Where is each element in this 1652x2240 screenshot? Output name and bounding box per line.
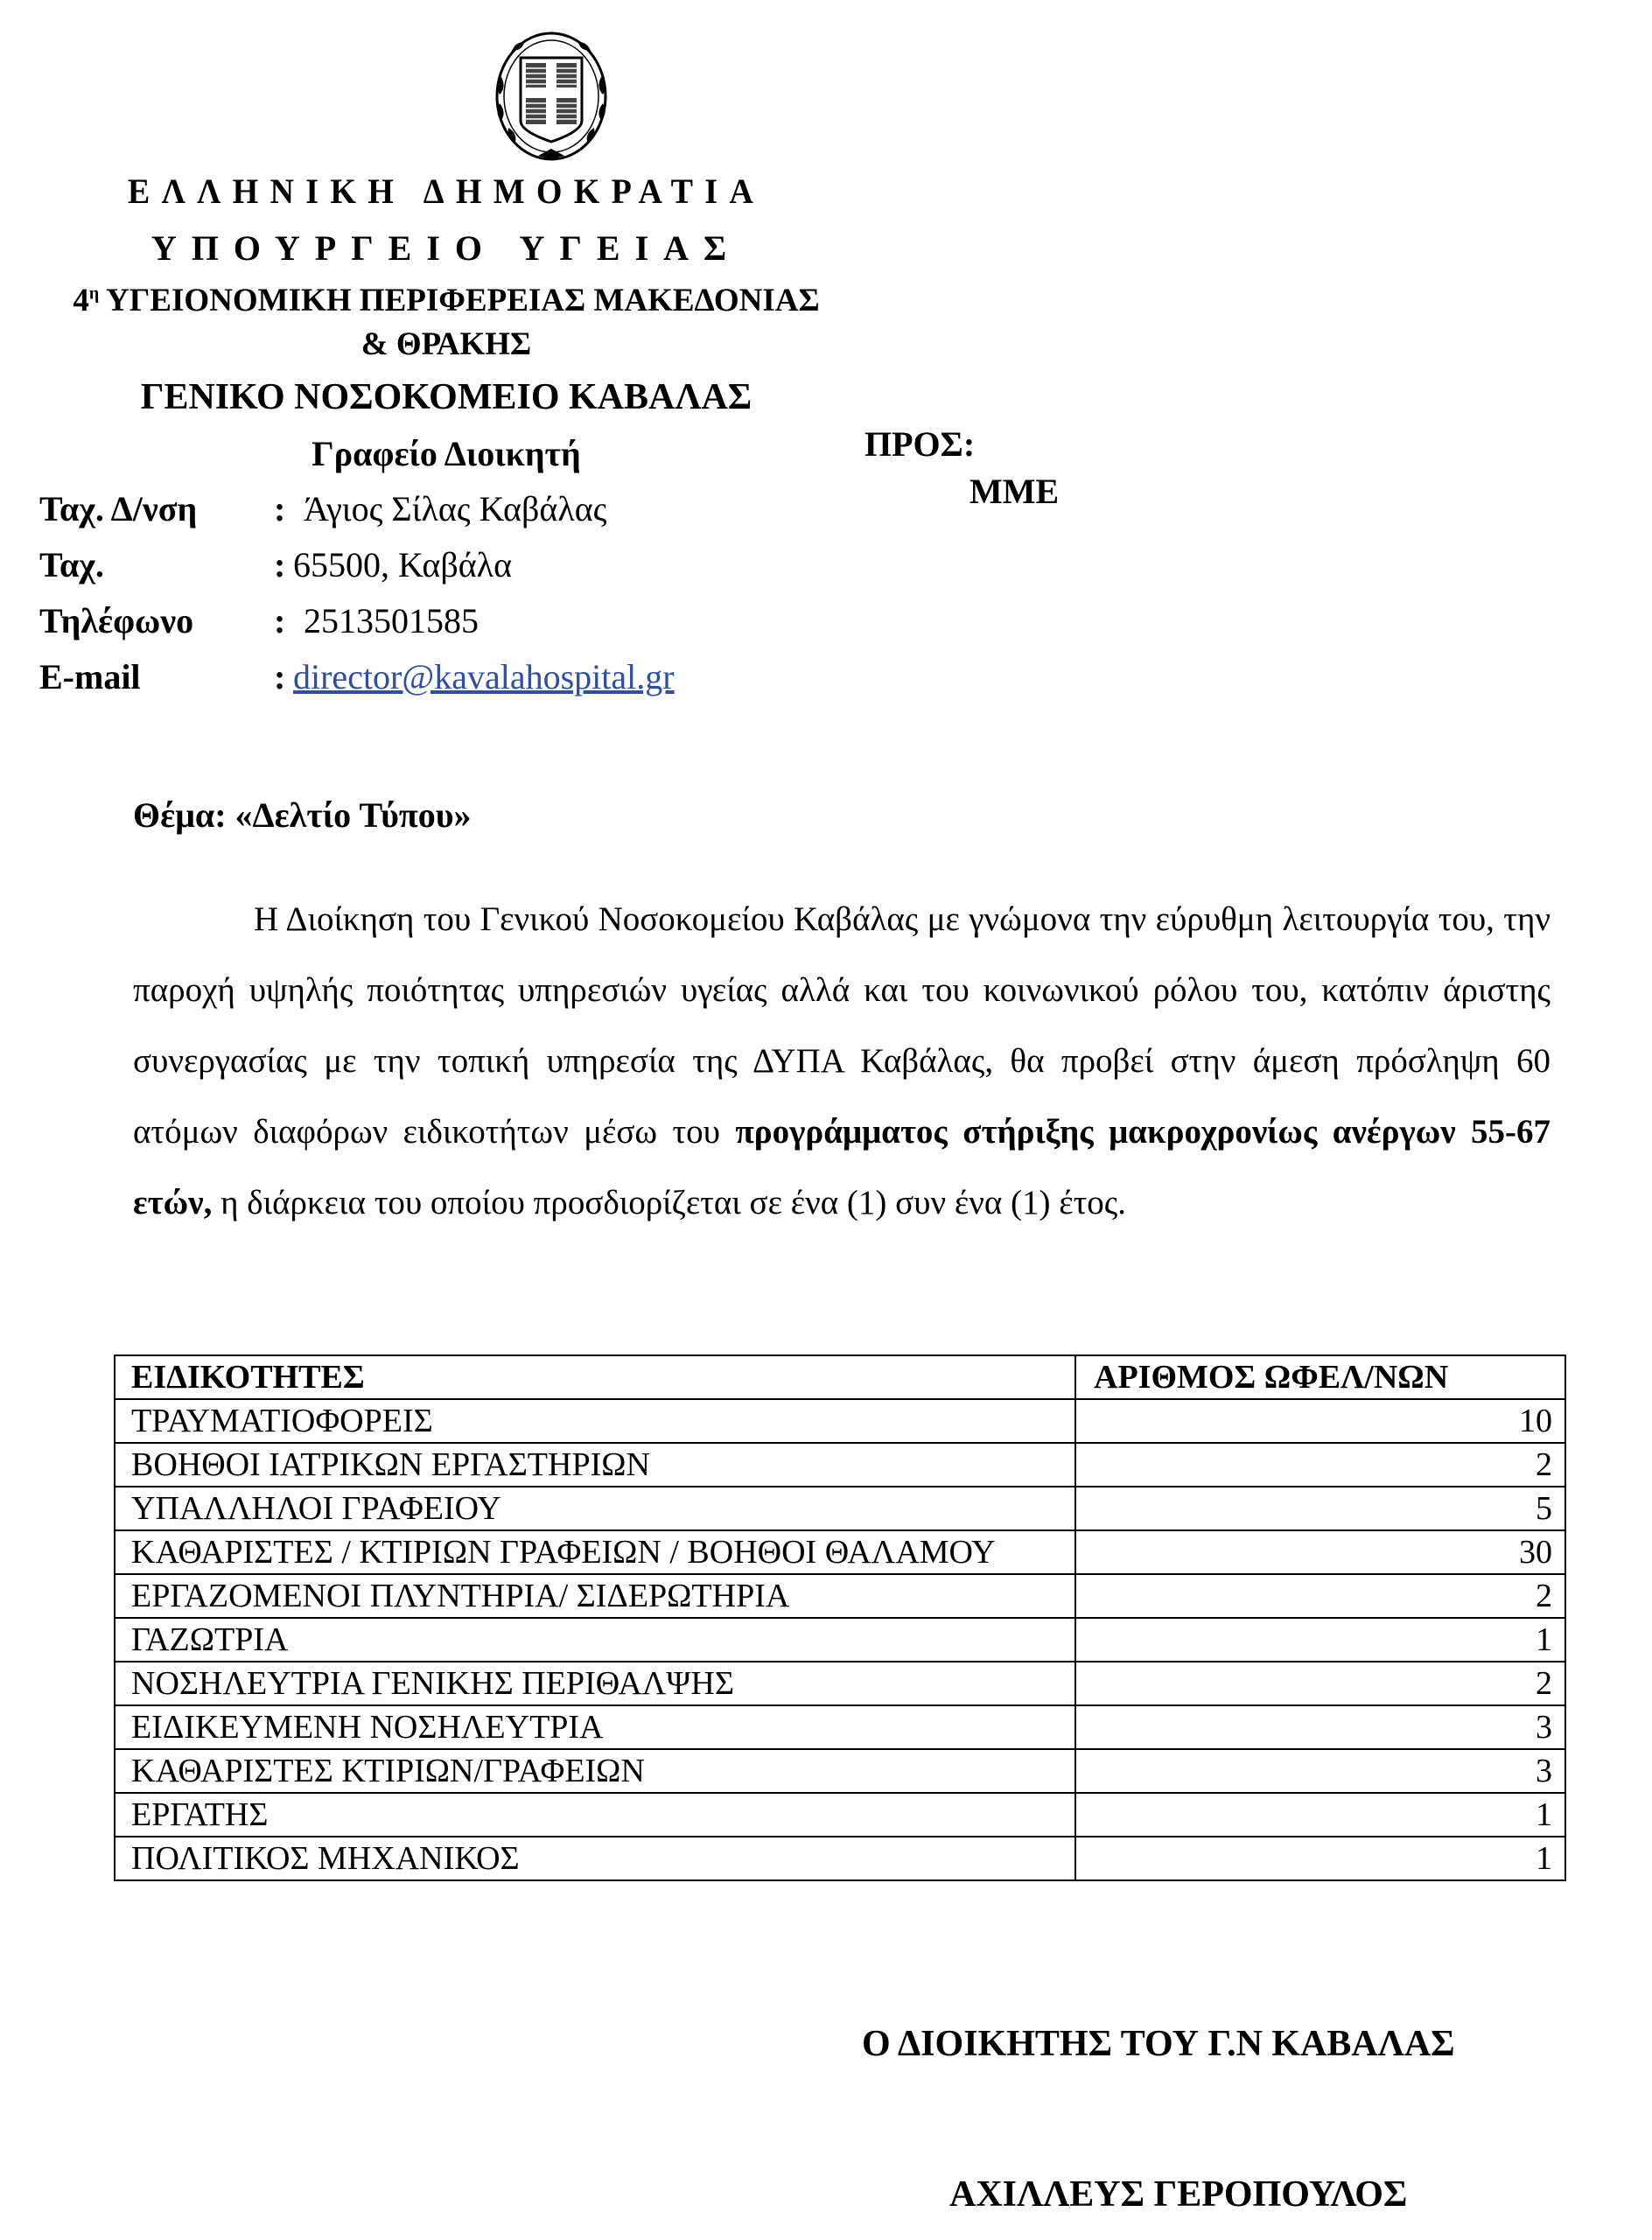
- specialty-cell: ΕΙΔΙΚΕΥΜΕΝΗ ΝΟΣΗΛΕΥΤΡΙΑ: [115, 1705, 1075, 1749]
- specialty-cell: ΕΡΓΑΤΗΣ: [115, 1793, 1075, 1837]
- contact-label: Ταχ.: [39, 545, 104, 584]
- table-row: [115, 1618, 1565, 1662]
- table-row: [115, 1399, 1565, 1443]
- count-cell: 1: [1075, 1837, 1565, 1880]
- region-number: 4: [73, 283, 89, 318]
- table-row: [115, 1662, 1565, 1705]
- subject-line: Θέμα: «Δελτίο Τύπου»: [133, 795, 472, 835]
- contact-value: Άγιος Σίλας Καβάλας: [304, 489, 607, 528]
- specialty-cell: ΒΟΗΘΟΙ ΙΑΤΡΙΚΩΝ ΕΡΓΑΣΤΗΡΙΩΝ: [115, 1443, 1075, 1487]
- signatory-title: Ο ΔΙΟΙΚΗΤΗΣ ΤΟΥ Γ.Ν ΚΑΒΑΛΑΣ: [862, 2024, 1455, 2064]
- table-row: [115, 1837, 1565, 1880]
- column-header-count: ΑΡΙΘΜΟΣ ΩΦΕΛ/ΝΩΝ: [1075, 1355, 1565, 1399]
- contact-separator: :: [274, 601, 286, 640]
- table-row: [115, 1530, 1565, 1574]
- table-header-row: [115, 1355, 1565, 1399]
- region-heading: [44, 282, 849, 319]
- contact-value: 65500, Καβάλα: [293, 545, 513, 584]
- contact-label: Τηλέφωνο: [39, 601, 194, 640]
- contact-separator: :: [274, 489, 286, 528]
- specialty-cell: ΓΑΖΩΤΡΙΑ: [115, 1618, 1075, 1662]
- specialty-cell: ΠΟΛΙΤΙΚΟΣ ΜΗΧΑΝΙΚΟΣ: [115, 1837, 1075, 1880]
- body-paragraph: [133, 884, 1550, 1238]
- body-text-bold: προγράμματος στήριξης μακροχρονίως ανέργων 55-67 ετών,: [133, 1113, 1550, 1222]
- count-cell: 1: [1075, 1618, 1565, 1662]
- table-row: [115, 1793, 1565, 1837]
- table-row: [115, 1705, 1565, 1749]
- contact-separator: :: [274, 657, 286, 696]
- table-row: [115, 1487, 1565, 1530]
- specialty-cell: ΥΠΑΛΛΗΛΟΙ ΓΡΑΦΕΙΟΥ: [115, 1487, 1075, 1530]
- signatory-name: ΑΧΙΛΛΕΥΣ ΓΕΡΟΠΟΥΛΟΣ: [949, 2174, 1408, 2215]
- count-cell: 2: [1075, 1443, 1565, 1487]
- table-row: [115, 1749, 1565, 1793]
- table-row: [115, 1574, 1565, 1618]
- contact-label: E-mail: [39, 657, 141, 696]
- contact-value: 2513501585: [304, 601, 479, 640]
- country-heading: ΕΛΛΗΝΙΚΗ ΔΗΜΟΚΡΑΤΙΑ: [127, 172, 766, 211]
- table-row: [115, 1443, 1565, 1487]
- specialty-cell: ΤΡΑΥΜΑΤΙΟΦΟΡΕΙΣ: [115, 1399, 1075, 1443]
- recipient-label: ΠΡΟΣ:: [864, 424, 976, 464]
- email-link[interactable]: director@kavalahospital.gr: [293, 657, 675, 696]
- count-cell: 2: [1075, 1574, 1565, 1618]
- specialty-cell: ΚΑΘΑΡΙΣΤΕΣ / ΚΤΙΡΙΩΝ ΓΡΑΦΕΙΩΝ / ΒΟΗΘΟΙ ΘΑΛΑΜΟΥ: [115, 1530, 1075, 1574]
- specialty-cell: ΚΑΘΑΡΙΣΤΕΣ ΚΤΙΡΙΩΝ/ΓΡΑΦΕΙΩΝ: [115, 1749, 1075, 1793]
- count-cell: 3: [1075, 1705, 1565, 1749]
- region-heading-line2: & ΘΡΑΚΗΣ: [360, 326, 532, 362]
- recipient-value: ΜΜΕ: [970, 472, 1060, 511]
- count-cell: 30: [1075, 1530, 1565, 1574]
- contact-label: Ταχ. Δ/νση: [39, 489, 198, 528]
- column-header-specialty: ΕΙΔΙΚΟΤΗΤΕΣ: [115, 1355, 1075, 1399]
- office-heading: Γραφείο Διοικητή: [312, 434, 581, 473]
- hospital-heading: ΓΕΝΙΚΟ ΝΟΣΟΚΟΜΕΙΟ ΚΑΒΑΛΑΣ: [140, 377, 752, 417]
- specialties-table: [114, 1354, 1566, 1881]
- count-cell: 10: [1075, 1399, 1565, 1443]
- count-cell: 1: [1075, 1793, 1565, 1837]
- specialty-cell: ΝΟΣΗΛΕΥΤΡΙΑ ΓΕΝΙΚΗΣ ΠΕΡΙΘΑΛΨΗΣ: [115, 1662, 1075, 1705]
- body-text-part1: Η Διοίκηση του Γενικού Νοσοκομείου Καβάλας με γνώμονα την εύρυθμη λειτουργία του, την παροχή υψηλής ποιότητας υπηρεσιών υγείας αλλά και του κοινωνικού ρόλου του, κατόπιν άριστης συνεργασίας με την τοπική υπηρεσία της ΔΥΠΑ Καβάλας, θα προβεί στην άμεση πρόσληψη 60 ατόμων διαφόρων ειδικοτήτων μέσω του: [133, 900, 1550, 1151]
- ministry-heading: ΥΠΟΥΡΓΕΙΟ ΥΓΕΙΑΣ: [150, 228, 742, 268]
- body-text-part2: η διάρκεια του οποίου προσδιορίζεται σε ένα (1) συν ένα (1) έτος.: [212, 1184, 1126, 1222]
- region-ordinal-suffix: η: [88, 284, 100, 304]
- region-name: ΥΓΕΙΟΝΟΜΙΚΗ ΠΕΡΙΦΕΡΕΙΑΣ ΜΑΚΕΔΟΝΙΑΣ: [99, 283, 820, 318]
- specialty-cell: ΕΡΓΑΖΟΜΕΝΟΙ ΠΛΥΝΤΗΡΙΑ/ ΣΙΔΕΡΩΤΗΡΙΑ: [115, 1574, 1075, 1618]
- count-cell: 5: [1075, 1487, 1565, 1530]
- count-cell: 2: [1075, 1662, 1565, 1705]
- count-cell: 3: [1075, 1749, 1565, 1793]
- greek-coat-of-arms-icon: [486, 24, 617, 164]
- contact-separator: :: [274, 545, 286, 584]
